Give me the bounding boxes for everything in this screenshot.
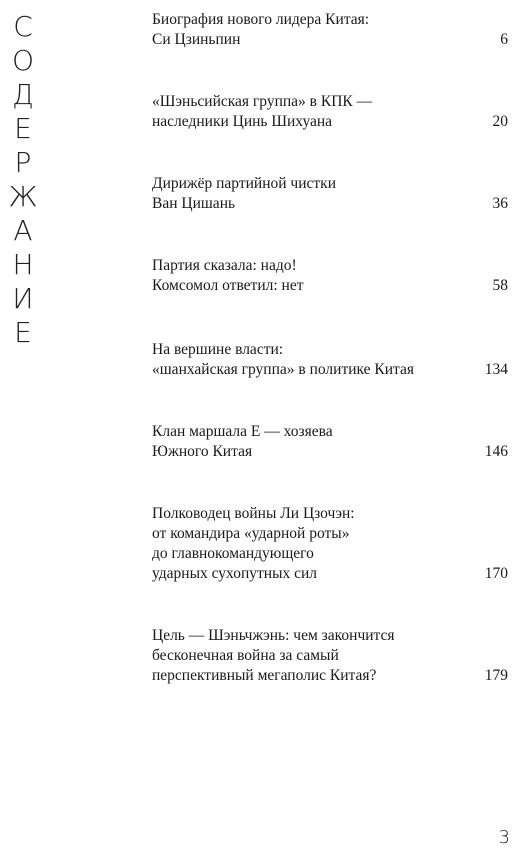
- entry-title-line: Ван Цишань: [152, 195, 236, 212]
- title-letter: Ж: [8, 180, 38, 213]
- entry-title-line: наследники Цинь Шихуана: [152, 113, 333, 130]
- toc-entry-7[interactable]: [152, 504, 508, 584]
- title-letter: Р: [14, 146, 32, 179]
- entry-title-line: Биография нового лидера Китая:: [152, 11, 370, 28]
- title-letter: Н: [12, 248, 34, 281]
- title-letter: Е: [14, 316, 32, 349]
- toc-entry-8[interactable]: [152, 626, 508, 686]
- entry-title-line: Южного Китая: [152, 443, 253, 460]
- entry-title-line: бесконечная война за самый: [152, 647, 339, 664]
- entry-title-line: Комсомол ответил: нет: [152, 277, 304, 294]
- contents-vertical-title: [6, 10, 40, 350]
- page-number: 170: [484, 565, 508, 582]
- title-letter: Е: [14, 112, 32, 145]
- page-number: 6: [500, 31, 508, 48]
- entry-title-line: Клан маршала Е — хозяева: [152, 423, 333, 440]
- page-number: 179: [484, 667, 508, 684]
- entry-title-line: На вершине власти:: [152, 341, 284, 358]
- toc-entry-3[interactable]: [152, 174, 508, 214]
- toc-entry-1[interactable]: [152, 10, 508, 50]
- entry-title-line: до главнокомандующего: [152, 545, 314, 562]
- entry-title-line: ударных сухопутных сил: [152, 565, 318, 582]
- page-number: 58: [492, 277, 508, 294]
- title-letter: И: [12, 282, 34, 315]
- entry-title-line: от командира «ударной роты»: [152, 525, 350, 542]
- entry-title-line: Полководец войны Ли Цзочэн:: [152, 505, 355, 522]
- page-number: 20: [492, 113, 508, 130]
- page-number: 146: [484, 443, 508, 460]
- entry-title-line: Цель — Шэньчжэнь: чем закончится: [152, 627, 395, 644]
- toc-entry-4[interactable]: [152, 256, 508, 296]
- folio-page-number: 3: [498, 827, 510, 848]
- title-letter: С: [13, 10, 33, 43]
- toc-entry-6[interactable]: [152, 422, 508, 462]
- entry-title-line: «шанхайская группа» в политике Китая: [152, 361, 415, 378]
- entry-title-line: Си Цзиньпин: [152, 31, 241, 48]
- entry-title-line: Партия сказала: надо!: [152, 257, 297, 274]
- title-letter: А: [13, 214, 33, 247]
- entry-title-line: перспективный мегаполис Китая?: [152, 667, 377, 684]
- entry-title-line: Дирижёр партийной чистки: [152, 175, 336, 192]
- page-number: 36: [492, 195, 508, 212]
- title-letter: О: [11, 44, 35, 77]
- toc-entry-5[interactable]: [152, 340, 508, 380]
- title-letter: Д: [12, 78, 34, 111]
- page-number: 134: [484, 361, 508, 378]
- entry-title-line: «Шэньсийская группа» в КПК —: [152, 93, 373, 110]
- toc-entry-2[interactable]: [152, 92, 508, 132]
